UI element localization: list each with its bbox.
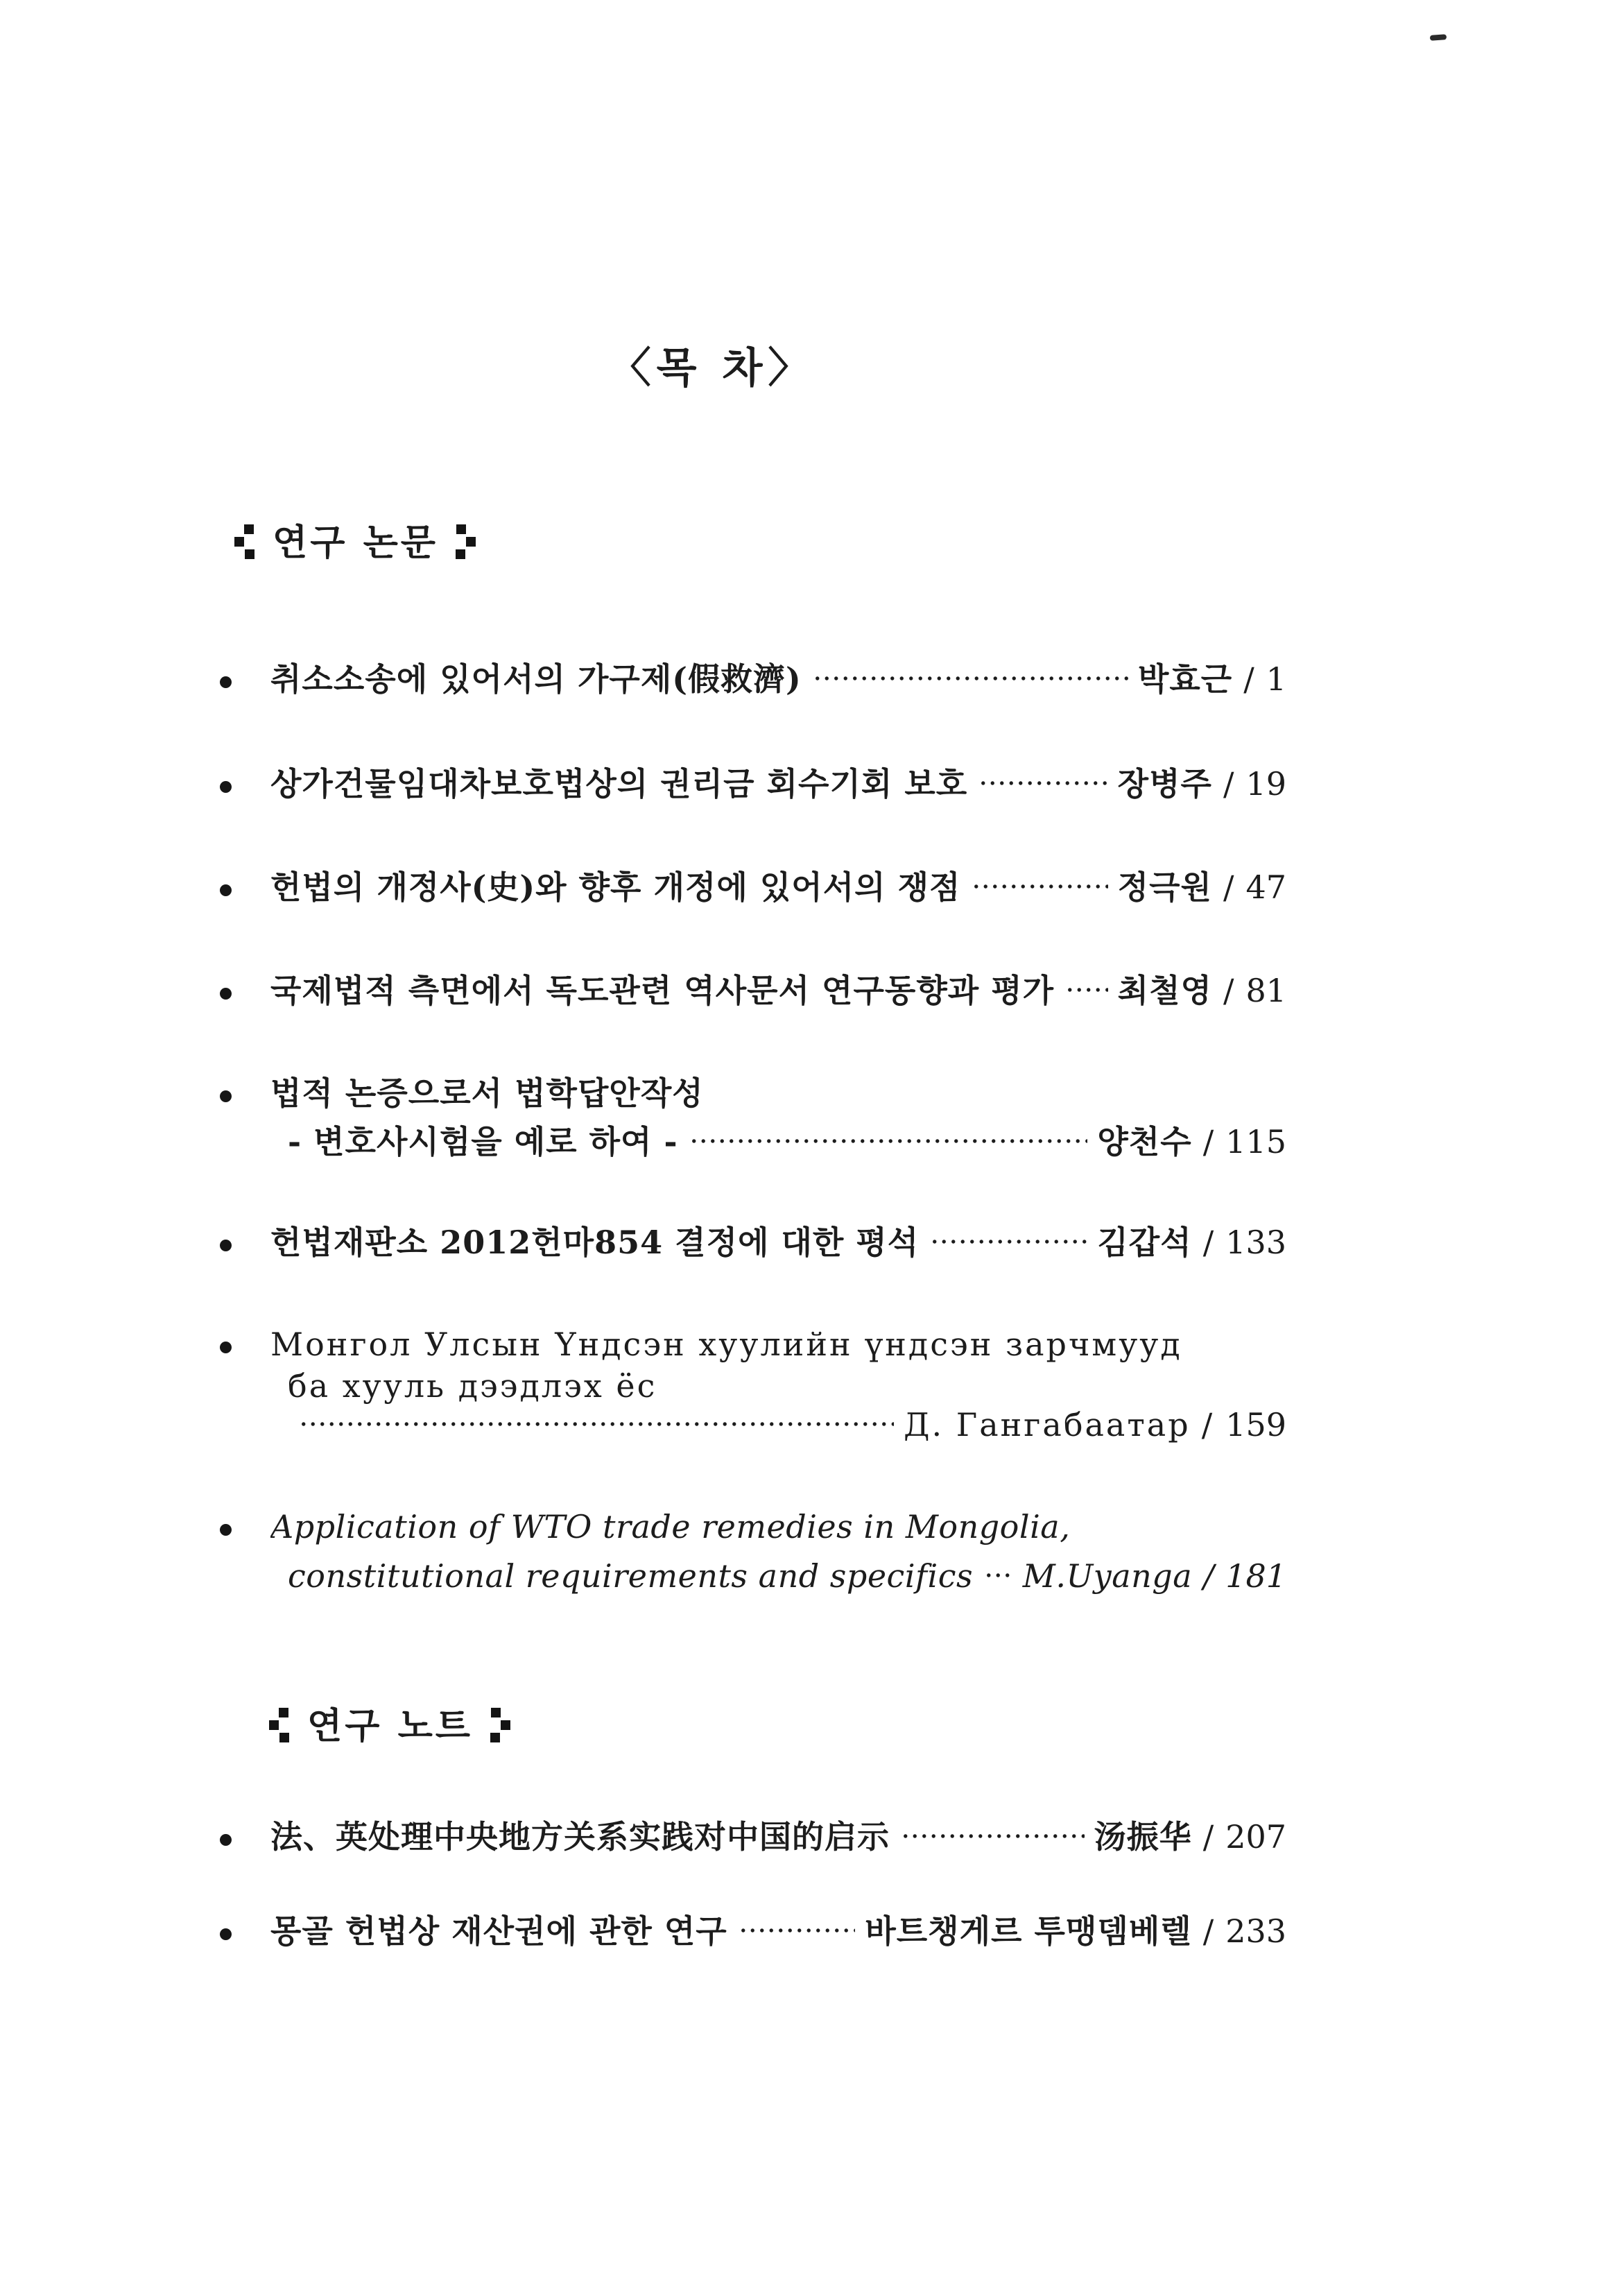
bullet-icon bbox=[220, 781, 232, 793]
entry-page-number: 47 bbox=[1245, 868, 1286, 906]
bullet-icon bbox=[220, 1090, 232, 1102]
entry-page-number: 159 bbox=[1225, 1406, 1286, 1443]
entry-title-line-2: ба хууль дээдлэх ёс bbox=[288, 1367, 657, 1405]
separator: / bbox=[1201, 1406, 1215, 1443]
ornament-left-icon bbox=[234, 524, 256, 562]
bullet-icon bbox=[220, 676, 232, 688]
separator: / bbox=[1202, 1912, 1215, 1950]
bullet-icon bbox=[220, 884, 232, 896]
separator: / bbox=[1223, 972, 1235, 1009]
toc-entry-continuation bbox=[218, 1365, 1286, 1407]
bullet-icon bbox=[220, 1834, 232, 1846]
entry-author: Д. Гангабаатар bbox=[904, 1406, 1191, 1443]
entry-title: 法、英处理中央地方关系实践对中国的启示 bbox=[270, 1818, 890, 1856]
toc-entry bbox=[218, 970, 1286, 1011]
separator: / bbox=[1202, 1224, 1215, 1261]
entry-title: 몽골 헌법상 재산권에 관한 연구 bbox=[270, 1912, 727, 1950]
entry-page-number: 19 bbox=[1245, 765, 1286, 803]
entry-page-number: 233 bbox=[1225, 1912, 1286, 1950]
section-header-label: 연구 노트 bbox=[307, 1705, 474, 1747]
bullet-icon bbox=[220, 1524, 232, 1536]
section-header-research-notes bbox=[268, 1705, 512, 1748]
separator: / bbox=[1202, 1818, 1215, 1856]
ornament-right-icon bbox=[490, 1708, 512, 1745]
bullet-icon bbox=[220, 988, 232, 1000]
toc-entry bbox=[218, 866, 1286, 908]
toc-entry-continuation bbox=[218, 1555, 1286, 1597]
toc-entry bbox=[218, 763, 1286, 805]
dot-leader bbox=[984, 1563, 1013, 1587]
entry-title: 헌법재판소 2012헌마854 결정에 대한 평석 bbox=[270, 1224, 920, 1261]
entry-page-number: 181 bbox=[1225, 1557, 1286, 1595]
section-header-label: 연구 논문 bbox=[273, 522, 439, 564]
dot-leader bbox=[689, 1129, 1088, 1153]
separator: / bbox=[1203, 1557, 1215, 1595]
separator: / bbox=[1223, 765, 1235, 803]
entry-author: M.Uyanga bbox=[1022, 1557, 1193, 1595]
toc-entry bbox=[218, 658, 1286, 700]
bullet-icon bbox=[220, 1342, 232, 1353]
entry-author: 바트챙게르 투맹뎀베렐 bbox=[865, 1912, 1192, 1950]
ornament-left-icon bbox=[268, 1708, 291, 1745]
toc-entry bbox=[218, 1506, 1286, 1548]
entry-page-number: 115 bbox=[1225, 1123, 1286, 1160]
dot-leader bbox=[972, 875, 1107, 898]
toc-entry-continuation bbox=[218, 1121, 1286, 1163]
entry-title: 상가건물임대차보호법상의 권리금 회수기회 보호 bbox=[270, 765, 968, 803]
section-header-research-papers bbox=[234, 522, 477, 565]
toc-entry-continuation bbox=[218, 1404, 1286, 1446]
entry-page-number: 207 bbox=[1225, 1818, 1286, 1856]
page-title: 〈목 차〉 bbox=[609, 344, 816, 393]
toc-entry bbox=[218, 1072, 1286, 1114]
entry-page-number: 1 bbox=[1266, 660, 1286, 698]
separator: / bbox=[1243, 660, 1255, 698]
dot-leader bbox=[813, 667, 1128, 690]
entry-page-number: 133 bbox=[1225, 1224, 1286, 1261]
dot-leader bbox=[930, 1230, 1087, 1253]
entry-title: 국제법적 측면에서 독도관련 역사문서 연구동향과 평가 bbox=[270, 972, 1055, 1009]
toc-entry bbox=[218, 1816, 1286, 1858]
scan-artifact-dash bbox=[1430, 34, 1447, 41]
entry-page-number: 81 bbox=[1245, 972, 1286, 1009]
entry-title-line-1: Application of WTO trade remedies in Mongolia, bbox=[270, 1508, 1071, 1545]
bullet-icon bbox=[220, 1240, 232, 1251]
separator: / bbox=[1202, 1123, 1215, 1160]
dot-leader bbox=[901, 1824, 1085, 1848]
entry-title: 취소소송에 있어서의 가구제(假救濟) bbox=[270, 660, 802, 698]
entry-author: 장병주 bbox=[1117, 765, 1212, 803]
entry-author: 양천수 bbox=[1097, 1123, 1192, 1160]
toc-content bbox=[218, 0, 1286, 2296]
bullet-icon bbox=[220, 1928, 232, 1940]
toc-entry bbox=[218, 1910, 1286, 1952]
entry-title-line-1: Монгол Улсын Үндсэн хуулийн үндсэн зарчмууд bbox=[270, 1326, 1182, 1363]
ornament-right-icon bbox=[455, 524, 477, 562]
entry-title-line-1: 법적 논증으로서 법학답안작성 bbox=[270, 1074, 704, 1112]
entry-title-line-2: - 변호사시험을 예로 하여 - bbox=[288, 1123, 678, 1160]
dot-leader bbox=[1065, 978, 1108, 1002]
entry-author: 정극원 bbox=[1117, 868, 1212, 906]
toc-entry bbox=[218, 1222, 1286, 1263]
entry-author: 김갑석 bbox=[1097, 1224, 1192, 1261]
separator: / bbox=[1223, 868, 1235, 906]
entry-title-line-2: constitutional requirements and specifics bbox=[288, 1557, 974, 1595]
dot-leader bbox=[978, 771, 1107, 795]
entry-author: 汤振华 bbox=[1094, 1818, 1192, 1856]
dot-leader bbox=[299, 1412, 894, 1436]
entry-author: 최철영 bbox=[1117, 972, 1212, 1009]
dot-leader bbox=[739, 1919, 856, 1942]
entry-author: 박효근 bbox=[1137, 660, 1233, 698]
entry-title: 헌법의 개정사(史)와 향후 개정에 있어서의 쟁점 bbox=[270, 868, 961, 906]
toc-entry bbox=[218, 1323, 1286, 1365]
